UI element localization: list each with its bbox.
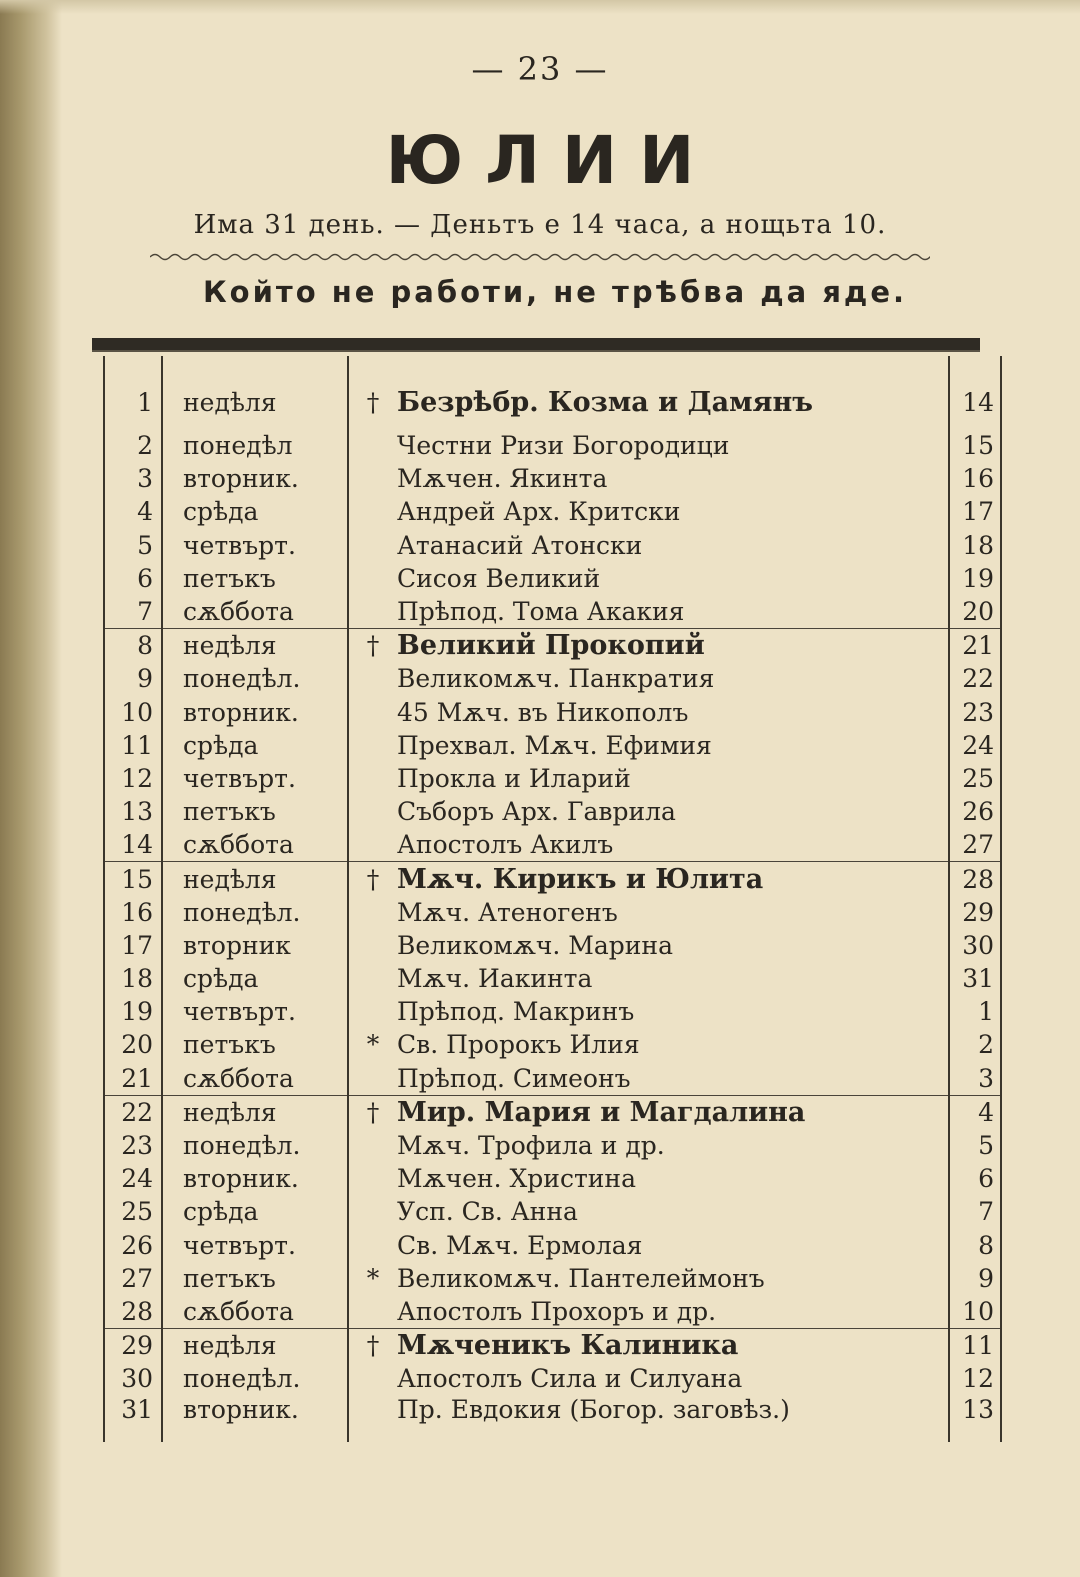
feast-mark	[348, 896, 397, 929]
page-number: — 23 —	[471, 50, 609, 88]
saint-name: Мѫч. Атеногенъ	[397, 897, 618, 927]
calendar-row	[104, 795, 1001, 828]
saint-name: Апостолъ Акилъ	[397, 830, 614, 860]
old-style-date: 22	[949, 662, 1001, 695]
old-style-date: 10	[949, 1295, 1001, 1329]
day-number: 6	[104, 562, 162, 595]
saint-name: Великомѫч. Марина	[397, 930, 673, 960]
day-number: 16	[104, 896, 162, 929]
weekday-name: вторник.	[162, 696, 348, 729]
feast-mark: *	[366, 1263, 380, 1293]
old-style-date: 31	[949, 962, 1001, 995]
feast-mark: *	[366, 1030, 380, 1060]
feast-mark	[348, 1362, 397, 1395]
table-top-rule	[92, 338, 980, 352]
saint-name: Мѫч. Кирикъ и Юлита	[397, 862, 949, 896]
feast-mark	[348, 462, 397, 495]
old-style-date: 5	[949, 1129, 1001, 1162]
weekday-name: четвърт.	[162, 529, 348, 562]
saint-name: Усп. Св. Анна	[397, 1197, 578, 1227]
old-style-date: 19	[949, 562, 1001, 595]
calendar-row	[104, 896, 1001, 929]
feast-mark	[348, 762, 397, 795]
page-top-shadow	[0, 0, 1080, 14]
weekday-name: недѣля	[162, 356, 348, 429]
weekday-name: четвърт.	[162, 995, 348, 1028]
old-style-date: 28	[949, 862, 1001, 896]
calendar-row	[104, 495, 1001, 528]
day-number: 19	[104, 995, 162, 1028]
weekday-name: срѣда	[162, 729, 348, 762]
weekday-name: сѫббота	[162, 1295, 348, 1329]
old-style-date: 11	[949, 1329, 1001, 1363]
saint-name: Великомѫч. Панкратия	[397, 664, 715, 694]
feast-mark	[348, 662, 397, 695]
saint-name: Мѫчен. Христина	[397, 1164, 637, 1194]
old-style-date: 18	[949, 529, 1001, 562]
old-style-date: 24	[949, 729, 1001, 762]
day-number: 4	[104, 495, 162, 528]
day-number: 18	[104, 962, 162, 995]
weekday-name: петъкъ	[162, 795, 348, 828]
day-number: 29	[104, 1329, 162, 1363]
day-number: 7	[104, 595, 162, 629]
saint-name: Мѫч. Трофила и др.	[397, 1131, 665, 1161]
calendar-row	[104, 529, 1001, 562]
day-number: 10	[104, 696, 162, 729]
calendar-row	[104, 828, 1001, 862]
calendar-row	[104, 1329, 1001, 1363]
old-style-date: 1	[949, 995, 1001, 1028]
weekday-name: срѣда	[162, 495, 348, 528]
calendar-row	[104, 1195, 1001, 1228]
day-number: 31	[104, 1395, 162, 1442]
old-style-date: 16	[949, 462, 1001, 495]
day-number: 20	[104, 1028, 162, 1061]
saint-name: Прѣпод. Тома Акакия	[397, 597, 685, 627]
saint-name: Мѫчен. Якинта	[397, 464, 608, 494]
feast-mark	[348, 795, 397, 828]
day-number: 9	[104, 662, 162, 695]
calendar-row	[104, 1295, 1001, 1329]
weekday-name: четвърт.	[162, 762, 348, 795]
old-style-date: 30	[949, 929, 1001, 962]
feast-mark	[348, 1062, 397, 1096]
weekday-name: сѫббота	[162, 1062, 348, 1096]
day-number: 21	[104, 1062, 162, 1096]
weekday-name: сѫббота	[162, 828, 348, 862]
calendar-row	[104, 1229, 1001, 1262]
saint-name: Прѣпод. Симеонъ	[397, 1063, 631, 1093]
saint-name: Прѣпод. Макринъ	[397, 997, 635, 1027]
old-style-date: 21	[949, 629, 1001, 663]
day-number: 8	[104, 629, 162, 663]
calendar-row	[104, 729, 1001, 762]
day-number: 30	[104, 1362, 162, 1395]
calendar-row	[104, 1262, 1001, 1295]
old-style-date: 4	[949, 1095, 1001, 1129]
weekday-name: четвърт.	[162, 1229, 348, 1262]
month-subtitle: Има 31 день. — Деньтъ е 14 часа, а нощьта 10.	[193, 210, 887, 240]
saint-name: Пр. Евдокия (Богор. заговѣз.)	[397, 1395, 790, 1425]
calendar-row	[104, 1028, 1001, 1061]
feast-mark: †	[348, 1329, 397, 1363]
day-number: 26	[104, 1229, 162, 1262]
old-style-date: 26	[949, 795, 1001, 828]
motto: Който не работи, не трѣбва да яде.	[202, 275, 908, 309]
month-title: ЮЛИИ	[385, 122, 717, 199]
day-number: 22	[104, 1095, 162, 1129]
old-style-date: 2	[949, 1028, 1001, 1061]
saint-name: Андрей Арх. Критски	[397, 497, 681, 527]
day-number: 15	[104, 862, 162, 896]
calendar-row	[104, 356, 1001, 429]
saint-name: Сисоя Великий	[397, 563, 601, 593]
feast-mark	[348, 1295, 397, 1329]
feast-mark	[348, 529, 397, 562]
calendar-row	[104, 429, 1001, 462]
feast-mark	[348, 495, 397, 528]
old-style-date: 25	[949, 762, 1001, 795]
calendar-row	[104, 762, 1001, 795]
day-number: 11	[104, 729, 162, 762]
day-number: 25	[104, 1195, 162, 1228]
weekday-name: вторник.	[162, 1395, 348, 1442]
feast-mark	[348, 429, 397, 462]
calendar-row	[104, 1095, 1001, 1129]
old-style-date: 14	[949, 356, 1001, 429]
saint-name: 45 Мѫч. въ Никополъ	[397, 697, 689, 727]
weekday-name: понедѣл	[162, 429, 348, 462]
old-style-date: 15	[949, 429, 1001, 462]
saint-name: Честни Ризи Богородици	[397, 431, 730, 461]
feast-mark	[348, 828, 397, 862]
old-style-date: 6	[949, 1162, 1001, 1195]
feast-mark	[348, 995, 397, 1028]
feast-mark	[348, 1129, 397, 1162]
weekday-name: петъкъ	[162, 562, 348, 595]
old-style-date: 20	[949, 595, 1001, 629]
feast-mark	[348, 696, 397, 729]
wavy-divider	[150, 250, 930, 264]
day-number: 13	[104, 795, 162, 828]
old-style-date: 27	[949, 828, 1001, 862]
day-number: 28	[104, 1295, 162, 1329]
feast-mark: †	[348, 629, 397, 663]
saint-name: Прехвал. Мѫч. Ефимия	[397, 730, 712, 760]
weekday-name: вторник.	[162, 462, 348, 495]
saint-name: Мир. Мария и Магдалина	[397, 1095, 949, 1129]
feast-mark	[348, 729, 397, 762]
old-style-date: 8	[949, 1229, 1001, 1262]
saint-name: Съборъ Арх. Гаврила	[397, 797, 676, 827]
weekday-name: недѣля	[162, 1329, 348, 1363]
calendar-row	[104, 1395, 1001, 1442]
day-number: 1	[104, 356, 162, 429]
saint-name: Св. Пророкъ Илия	[397, 1030, 640, 1060]
saint-name: Великий Прокопий	[397, 629, 949, 663]
feast-mark	[348, 1195, 397, 1228]
calendar-row	[104, 962, 1001, 995]
day-number: 12	[104, 762, 162, 795]
calendar-row	[104, 595, 1001, 629]
day-number: 3	[104, 462, 162, 495]
feast-mark	[348, 1229, 397, 1262]
weekday-name: недѣля	[162, 1095, 348, 1129]
old-style-date: 9	[949, 1262, 1001, 1295]
saint-name: Мѫч. Иакинта	[397, 964, 593, 994]
old-style-date: 29	[949, 896, 1001, 929]
calendar-row	[104, 1362, 1001, 1395]
old-style-date: 7	[949, 1195, 1001, 1228]
old-style-date: 23	[949, 696, 1001, 729]
weekday-name: вторник.	[162, 1162, 348, 1195]
feast-mark: †	[348, 1095, 397, 1129]
calendar-row	[104, 995, 1001, 1028]
calendar-row	[104, 929, 1001, 962]
feast-mark: †	[366, 388, 380, 417]
calendar-row	[104, 1062, 1001, 1096]
feast-mark	[348, 1395, 397, 1442]
day-number: 17	[104, 929, 162, 962]
calendar-table	[103, 356, 1002, 1442]
feast-mark	[348, 929, 397, 962]
saint-name: Атанасий Атонски	[397, 530, 643, 560]
calendar-row	[104, 1162, 1001, 1195]
saint-name: Мѫченикъ Калиника	[397, 1329, 949, 1363]
weekday-name: сѫббота	[162, 595, 348, 629]
weekday-name: понедѣл.	[162, 662, 348, 695]
weekday-name: петъкъ	[162, 1028, 348, 1061]
day-number: 27	[104, 1262, 162, 1295]
calendar-row	[104, 629, 1001, 663]
saint-name: Великомѫч. Пантелеймонъ	[397, 1263, 765, 1293]
weekday-name: срѣда	[162, 1195, 348, 1228]
old-style-date: 17	[949, 495, 1001, 528]
weekday-name: недѣля	[162, 862, 348, 896]
saint-name: Апостолъ Сила и Силуана	[397, 1364, 743, 1394]
old-style-date: 12	[949, 1362, 1001, 1395]
feast-mark	[348, 562, 397, 595]
weekday-name: недѣля	[162, 629, 348, 663]
old-style-date: 3	[949, 1062, 1001, 1096]
day-number: 2	[104, 429, 162, 462]
day-number: 5	[104, 529, 162, 562]
calendar-row	[104, 462, 1001, 495]
feast-mark	[348, 1162, 397, 1195]
calendar-row	[104, 662, 1001, 695]
weekday-name: петъкъ	[162, 1262, 348, 1295]
calendar-row	[104, 862, 1001, 896]
weekday-name: понедѣл.	[162, 1362, 348, 1395]
weekday-name: вторник	[162, 929, 348, 962]
feast-mark	[348, 962, 397, 995]
day-number: 24	[104, 1162, 162, 1195]
weekday-name: понедѣл.	[162, 896, 348, 929]
saint-name: Апостолъ Прохоръ и др.	[397, 1296, 717, 1326]
calendar-row	[104, 696, 1001, 729]
calendar-row	[104, 1129, 1001, 1162]
calendar-row	[104, 562, 1001, 595]
day-number: 23	[104, 1129, 162, 1162]
feast-mark: †	[348, 862, 397, 896]
feast-mark	[348, 595, 397, 629]
saint-name: Безрѣбр. Козма и Дамянъ	[397, 387, 813, 418]
saint-name: Прокла и Иларий	[397, 763, 631, 793]
day-number: 14	[104, 828, 162, 862]
weekday-name: срѣда	[162, 962, 348, 995]
weekday-name: понедѣл.	[162, 1129, 348, 1162]
old-style-date: 13	[949, 1395, 1001, 1442]
saint-name: Св. Мѫч. Ермолая	[397, 1230, 643, 1260]
